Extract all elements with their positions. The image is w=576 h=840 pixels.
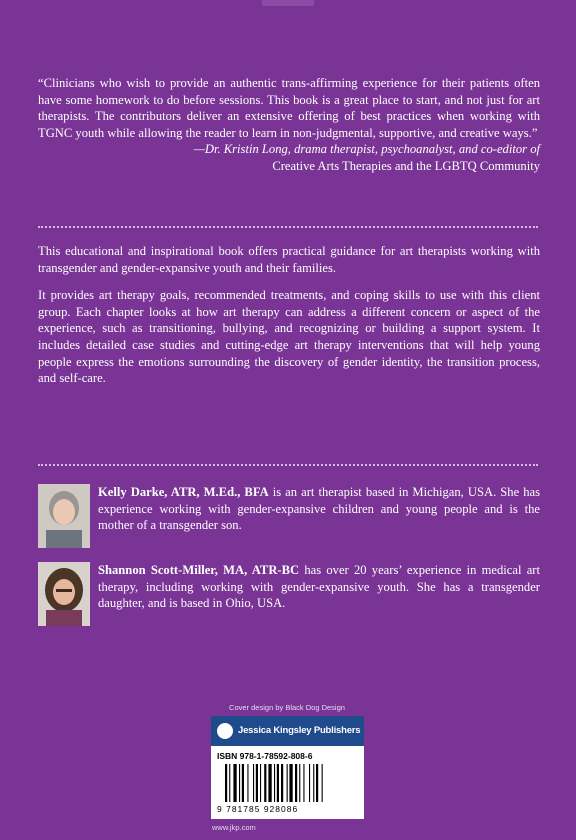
barcode-digits: 9 781785 928086 xyxy=(217,804,299,814)
book-description xyxy=(38,243,540,398)
divider-2 xyxy=(38,464,538,466)
author-bio-text: has over 20 years’ experience in medical art therapy, including working with gender-expansive youth. She has a transgender daughter, and is based in Ohio, USA. xyxy=(98,563,540,611)
quote-text: “Clinicians who wish to provide an authentic trans-affirming experience for their patients often have some homework to do before sessions. This book is a great place to start, and not just for art therapists. The contributors deliver an extensive offering of best practices when working with TGNC youth while allowing the reader to learn in non-judgmental, supportive, and creative ways.” xyxy=(38,76,540,140)
cover-credit: Cover design by Black Dog Design xyxy=(229,703,345,712)
author-photo xyxy=(38,484,90,548)
top-edge-mark xyxy=(262,0,314,6)
description-paragraph-2: It provides art therapy goals, recommended treatments, and coping skills to use with this client group. Each chapter looks at how art therapy can address a different concern or aspect of the experience, such as transitioning, bullying, and recognizing or building a support system. It includes detailed case studies and cutting-edge art therapy interventions that will help young people express the emotions surrounding the discovery of gender identity, the transition process, and self-care. xyxy=(38,288,540,386)
divider-1 xyxy=(38,226,538,228)
author-bio xyxy=(98,562,540,612)
endorsement-quote xyxy=(38,75,540,175)
isbn-label: ISBN 978-1-78592-808-6 xyxy=(217,751,313,761)
author-name: Kelly Darke, ATR, M.Ed., BFA xyxy=(98,485,269,499)
publisher-website: www.jkp.com xyxy=(212,823,256,832)
author-photo xyxy=(38,562,90,626)
publisher-logo-icon xyxy=(217,723,233,739)
barcode-icon xyxy=(225,764,351,804)
attribution-work: Creative Arts Therapies and the LGBTQ Community xyxy=(272,158,540,173)
attribution-name: —Dr. Kristin Long, drama therapist, psychoanalyst, and co-editor of xyxy=(193,142,540,157)
author-bio xyxy=(98,484,540,534)
publisher-box xyxy=(211,716,364,746)
quote-attribution xyxy=(38,141,540,158)
author-bio-text: is an art therapist based in Michigan, USA. She has experience working with gender-expansive children and young people and is the mother of a transgender son. xyxy=(98,485,540,533)
author-name: Shannon Scott-Miller, MA, ATR-BC xyxy=(98,563,300,577)
barcode-box xyxy=(211,746,364,819)
description-paragraph-1: This educational and inspirational book offers practical guidance for art therapists working with transgender and gender-expansive youth and their families. xyxy=(38,244,540,275)
publisher-name: Jessica Kingsley Publishers xyxy=(238,725,361,736)
